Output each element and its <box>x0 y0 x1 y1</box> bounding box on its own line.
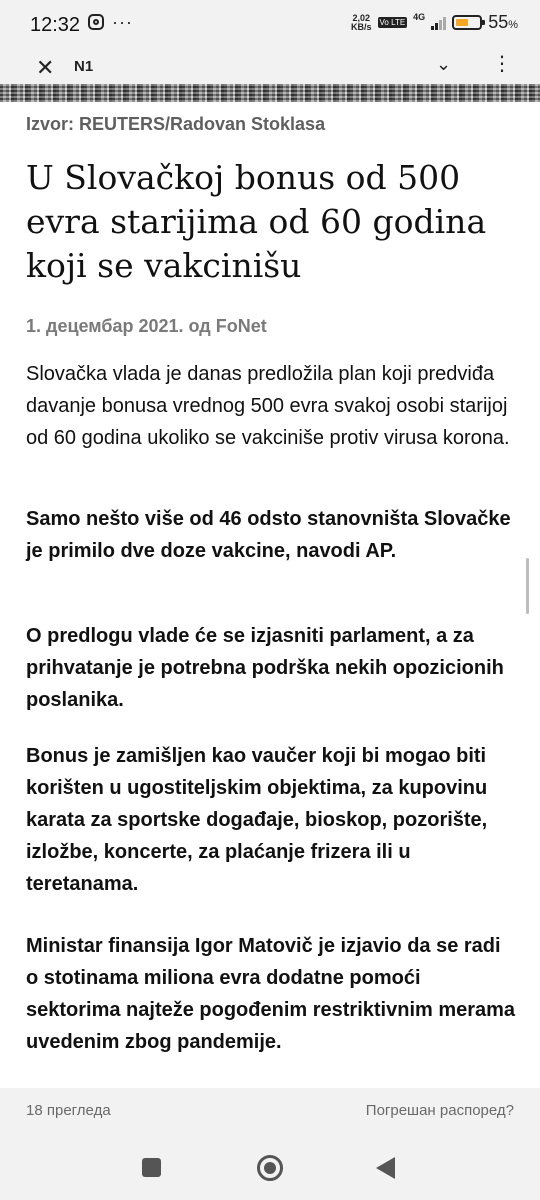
page-title: N1 <box>74 58 94 75</box>
signal-icon <box>431 16 446 30</box>
instagram-icon <box>88 14 104 30</box>
more-notifications-icon: ··· <box>112 12 133 32</box>
report-layout-link[interactable]: Погрешан распоред? <box>365 1102 514 1119</box>
article-paragraph: O predlogu vlade će se izjasniti parlament, a za prihvatanje je potrebna podrška nekih opozicionih poslanika. <box>26 625 504 711</box>
net-speed-value: 2,02 <box>352 12 371 23</box>
scrollbar[interactable] <box>526 558 529 614</box>
article-paragraph: Samo nešto više od 46 odsto stanovništa Slovačke je primilo dve doze vakcine, navodi AP. <box>26 508 511 562</box>
status-right <box>351 12 518 33</box>
article-paragraph: Bonus je zamišljen kao vaučer koji bi mogao biti korišten u ugostiteljskim objektima, za kupovinu karata za sportske događaje, bioskop, pozorište, izložbe, koncerte, za plaćanje frizera ili u teretanama. <box>26 745 488 895</box>
notification-icons <box>88 14 133 30</box>
net-speed <box>351 14 372 32</box>
net-speed-unit: KB/s <box>351 21 372 32</box>
article-photo <box>0 84 540 102</box>
network-type: 4G <box>413 11 426 22</box>
status-bar <box>0 0 540 50</box>
recents-button[interactable] <box>142 1158 161 1177</box>
battery-percent: 55% <box>488 12 518 32</box>
article-headline: U Slovačkoj bonus od 500 evra starijima od 60 godina koji se vakcinišu <box>26 158 487 285</box>
article-byline: 1. децембар 2021. од FoNet <box>26 316 267 336</box>
article-footer <box>0 1088 540 1134</box>
volte-badge: Vo LTE <box>379 18 406 27</box>
views-count: 18 прегледа <box>26 1102 111 1119</box>
battery-fill <box>456 19 468 26</box>
home-button[interactable] <box>257 1155 283 1181</box>
browser-bar <box>0 50 540 84</box>
status-time: 12:32 <box>30 14 81 36</box>
chevron-down-icon[interactable]: ⌄ <box>436 54 452 74</box>
battery-icon <box>452 15 482 30</box>
more-options-icon[interactable]: ⋮ <box>492 53 512 75</box>
close-icon[interactable]: ✕ <box>36 55 55 80</box>
back-button[interactable] <box>376 1157 395 1179</box>
photo-source-caption: Izvor: REUTERS/Radovan Stoklasa <box>26 114 326 134</box>
article-lead-paragraph: Slovačka vlada je danas predložila plan koji predviđa davanje bonusa vrednog 500 evra svakoj osobi starijoj od 60 godina ukoliko se vakciniše protiv virusa korona. <box>26 363 510 449</box>
navigation-bar <box>0 1134 540 1200</box>
article-paragraph: Ministar finansija Igor Matovič je izjavio da se radi o stotinama miliona evra dodatne pomoći sektorima najteže pogođenim restriktivnim merama uvedenim zbog pandemije. <box>26 935 516 1053</box>
